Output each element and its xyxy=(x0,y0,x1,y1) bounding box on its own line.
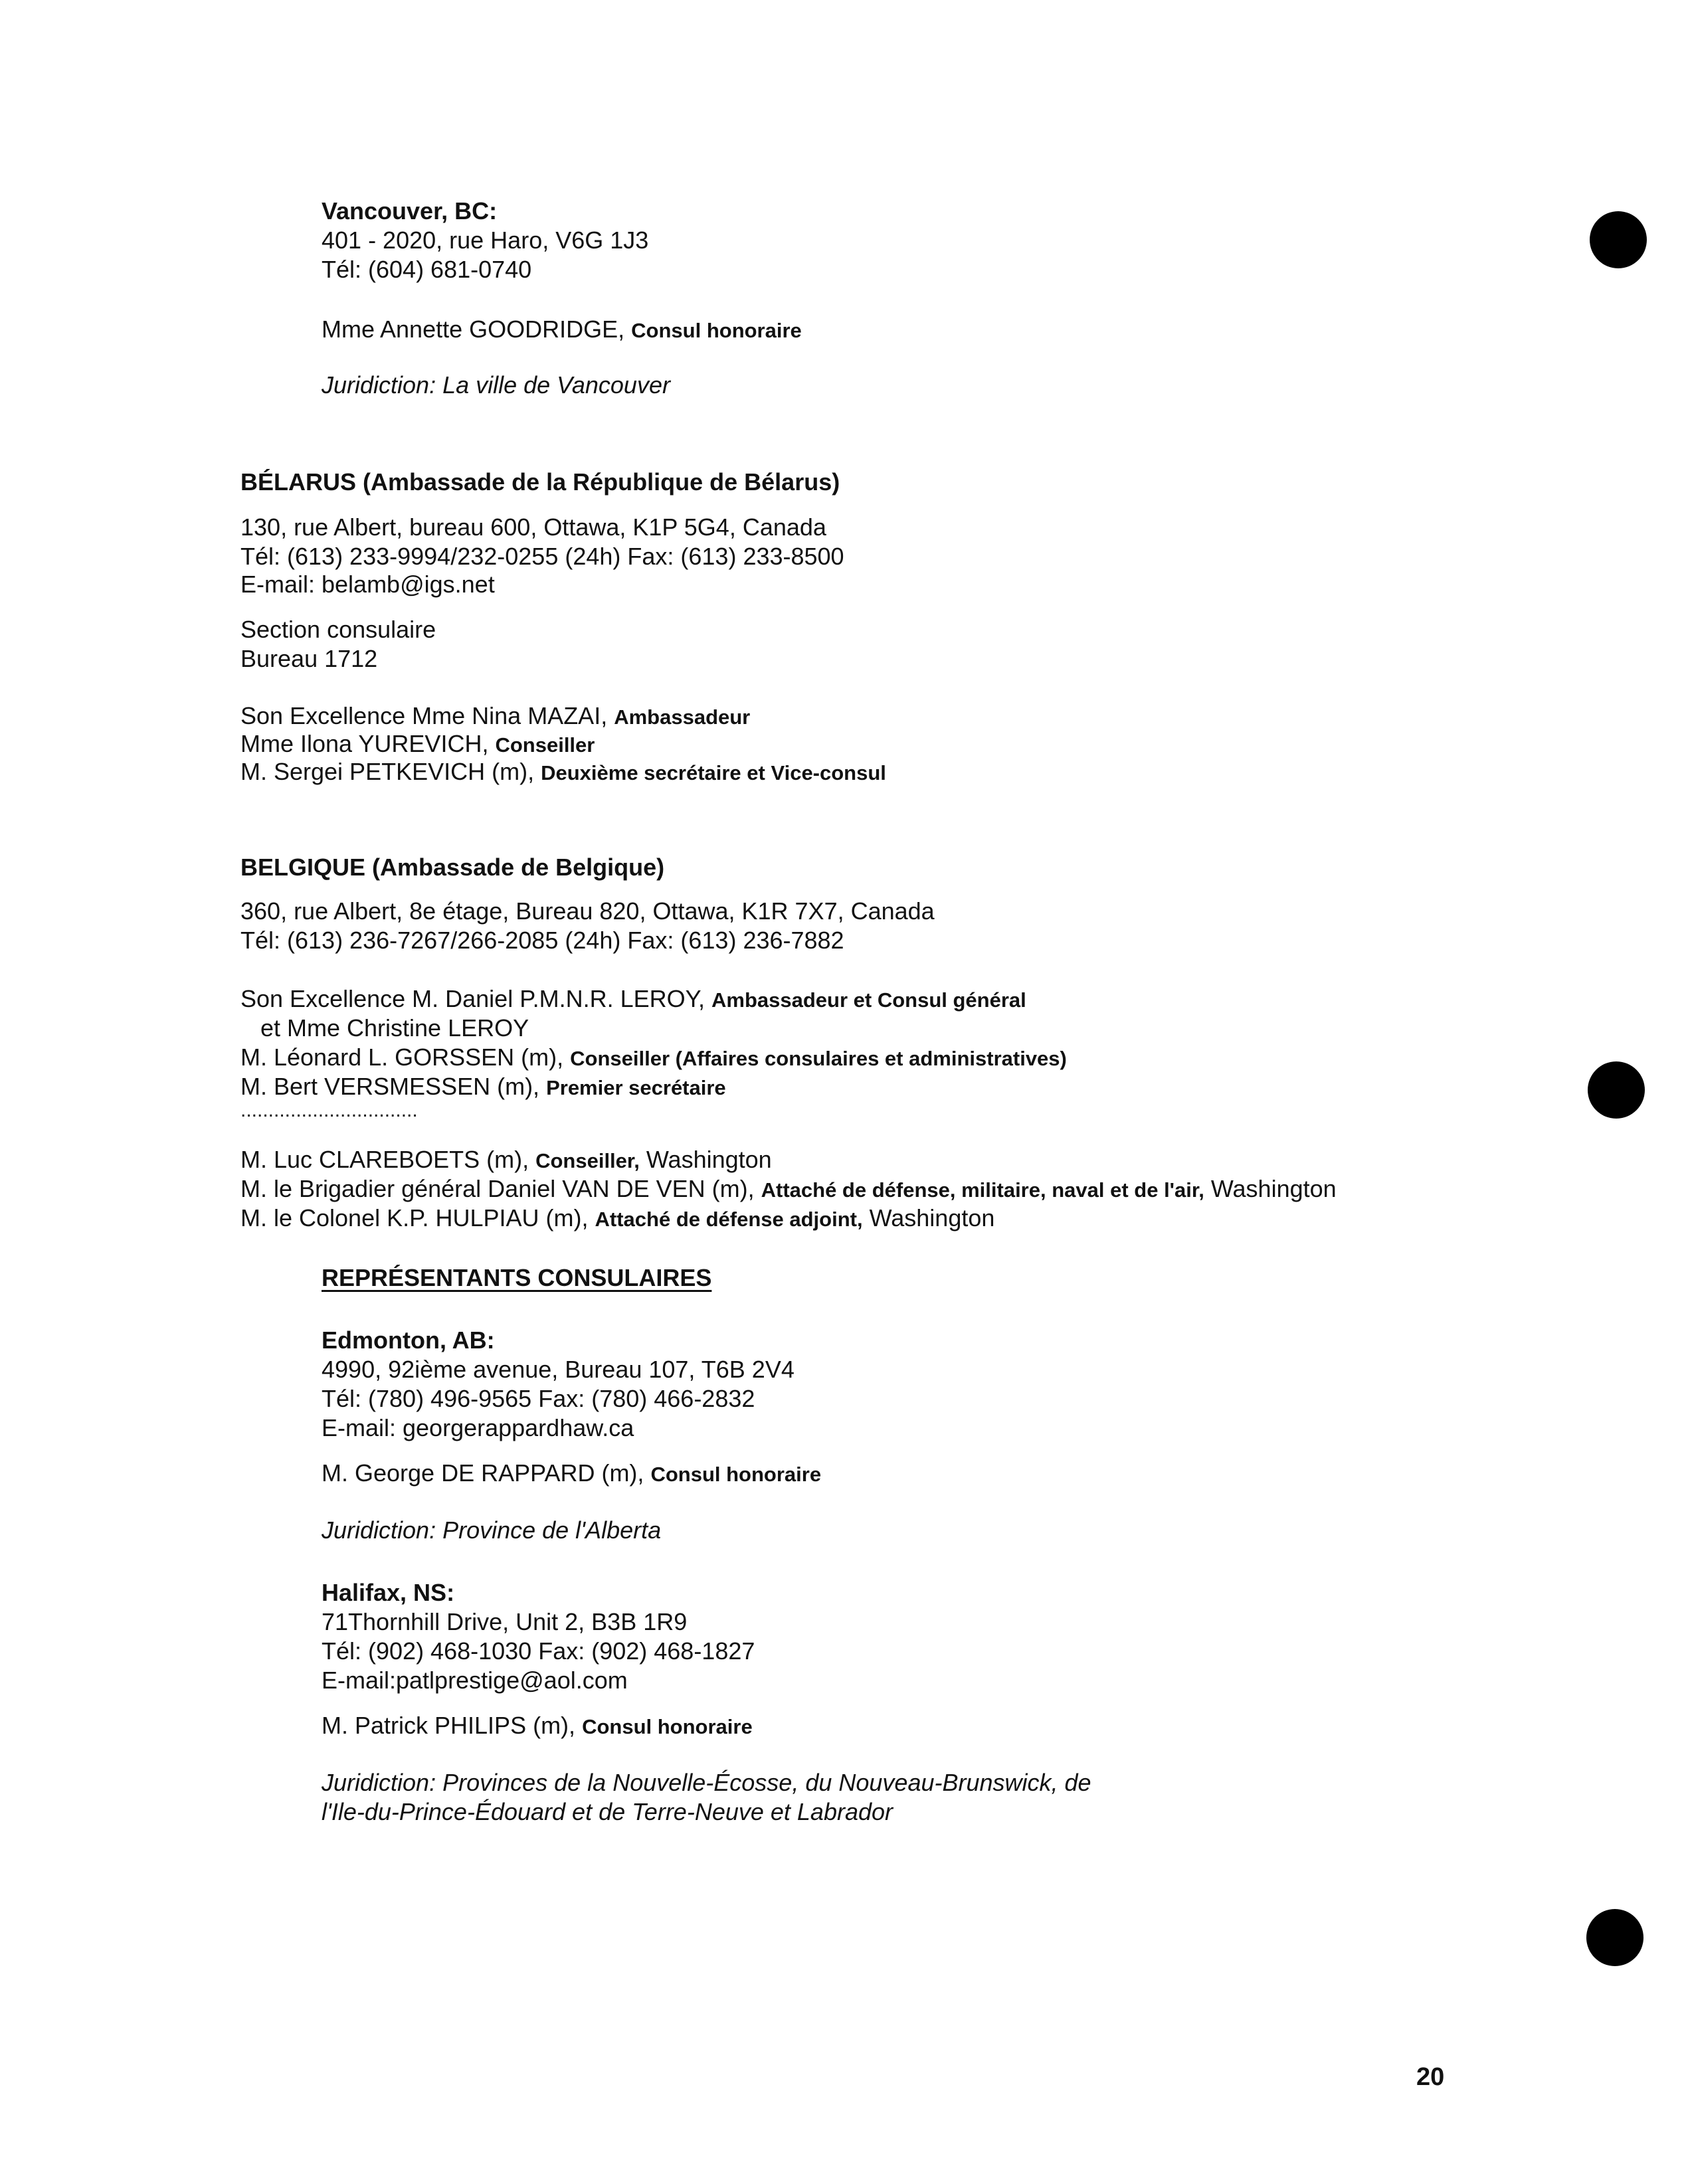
vancouver-address: 401 - 2020, rue Haro, V6G 1J3 xyxy=(322,227,649,254)
page-number: 20 xyxy=(1416,2063,1445,2091)
staff-role: Ambassadeur xyxy=(614,705,751,729)
consular-representatives-heading: REPRÉSENTANTS CONSULAIRES xyxy=(322,1264,712,1291)
staff-role: Attaché de défense adjoint, xyxy=(595,1208,863,1231)
vancouver-phone: Tél: (604) 681-0740 xyxy=(322,256,532,283)
staff-name: M. le Brigadier général Daniel VAN DE VEN (m), xyxy=(240,1175,755,1202)
halifax-jurisdiction-line2: l'Ile-du-Prince-Édouard et de Terre-Neuve et Labrador xyxy=(322,1798,893,1825)
belgique-address: 360, rue Albert, 8e étage, Bureau 820, Ottawa, K1R 7X7, Canada xyxy=(240,897,935,925)
staff-name: M. Léonard L. GORSSEN (m), xyxy=(240,1044,564,1071)
staff-role: Ambassadeur et Consul général xyxy=(711,988,1026,1012)
vancouver-jurisdiction: Juridiction: La ville de Vancouver xyxy=(322,371,670,399)
halifax-address: 71Thornhill Drive, Unit 2, B3B 1R9 xyxy=(322,1608,688,1635)
belarus-heading: BÉLARUS (Ambassade de la République de Bélarus) xyxy=(240,468,840,496)
belgique-staff-row xyxy=(240,984,1026,1015)
belgique-heading: BELGIQUE (Ambassade de Belgique) xyxy=(240,854,665,881)
belgique-phone: Tél: (613) 236-7267/266-2085 (24h) Fax: (613) 236-7882 xyxy=(240,927,844,954)
belgique-staff-row xyxy=(240,1043,1067,1073)
halifax-phone: Tél: (902) 468-1030 Fax: (902) 468-1827 xyxy=(322,1637,755,1665)
belarus-email: E-mail: belamb@igs.net xyxy=(240,571,495,598)
staff-role: Conseiller xyxy=(495,733,595,757)
belarus-consular-section: Section consulaire xyxy=(240,616,436,643)
person-role: Consul honoraire xyxy=(582,1715,753,1738)
staff-role: Attaché de défense, militaire, naval et de l'air, xyxy=(761,1178,1204,1202)
halifax-jurisdiction-line1: Juridiction: Provinces de la Nouvelle-Écosse, du Nouveau-Brunswick, de xyxy=(322,1769,1091,1796)
person-role: Consul honoraire xyxy=(650,1463,822,1486)
edmonton-address: 4990, 92ième avenue, Bureau 107, T6B 2V4 xyxy=(322,1356,795,1383)
staff-name: M. le Colonel K.P. HULPIAU (m), xyxy=(240,1204,589,1231)
belarus-address: 130, rue Albert, bureau 600, Ottawa, K1P 5G4, Canada xyxy=(240,513,826,541)
edmonton-consul xyxy=(322,1459,821,1489)
washington-staff-row xyxy=(240,1174,1337,1205)
staff-name: Son Excellence M. Daniel P.M.N.R. LEROY, xyxy=(240,985,705,1012)
vancouver-city: Vancouver, BC: xyxy=(322,197,498,225)
person-name: M. George DE RAPPARD (m), xyxy=(322,1459,644,1487)
staff-role: Deuxième secrétaire et Vice-consul xyxy=(541,761,886,784)
staff-role: Premier secrétaire xyxy=(546,1076,726,1099)
washington-staff-row xyxy=(240,1204,994,1234)
belarus-staff-row xyxy=(240,701,750,732)
halifax-consul xyxy=(322,1711,753,1742)
belarus-staff-row xyxy=(240,757,886,788)
staff-name: et Mme Christine LEROY xyxy=(260,1014,529,1042)
punch-hole xyxy=(1588,1061,1645,1119)
edmonton-phone: Tél: (780) 496-9565 Fax: (780) 466-2832 xyxy=(322,1385,755,1412)
punch-hole xyxy=(1586,1909,1643,1966)
person-name: Mme Annette GOODRIDGE, xyxy=(322,316,625,343)
staff-role: Conseiller (Affaires consulaires et administratives) xyxy=(570,1047,1067,1070)
staff-name: Mme Ilona YUREVICH, xyxy=(240,730,489,757)
washington-staff-row xyxy=(240,1145,772,1176)
staff-role: Conseiller, xyxy=(535,1149,640,1172)
staff-location: Washington xyxy=(1210,1175,1337,1202)
separator-dots: ................................ xyxy=(240,1099,418,1121)
belgique-staff-row xyxy=(260,1014,529,1043)
staff-name: M. Bert VERSMESSEN (m), xyxy=(240,1073,540,1100)
person-name: M. Patrick PHILIPS (m), xyxy=(322,1712,576,1739)
halifax-city: Halifax, NS: xyxy=(322,1579,455,1606)
staff-location: Washington xyxy=(646,1146,772,1173)
staff-location: Washington xyxy=(869,1204,995,1231)
belarus-phone: Tél: (613) 233-9994/232-0255 (24h) Fax: (613) 233-8500 xyxy=(240,543,844,570)
belarus-staff-row xyxy=(240,729,595,760)
staff-name: M. Sergei PETKEVICH (m), xyxy=(240,758,535,785)
edmonton-email: E-mail: georgerappardhaw.ca xyxy=(322,1414,634,1441)
vancouver-consul xyxy=(322,315,802,345)
person-role: Consul honoraire xyxy=(631,319,802,342)
staff-name: M. Luc CLAREBOETS (m), xyxy=(240,1146,529,1173)
halifax-email: E-mail:patlprestige@aol.com xyxy=(322,1667,628,1694)
staff-name: Son Excellence Mme Nina MAZAI, xyxy=(240,702,608,729)
punch-hole xyxy=(1590,211,1647,268)
edmonton-jurisdiction: Juridiction: Province de l'Alberta xyxy=(322,1516,662,1544)
belarus-consular-office: Bureau 1712 xyxy=(240,645,378,672)
edmonton-city: Edmonton, AB: xyxy=(322,1326,495,1354)
